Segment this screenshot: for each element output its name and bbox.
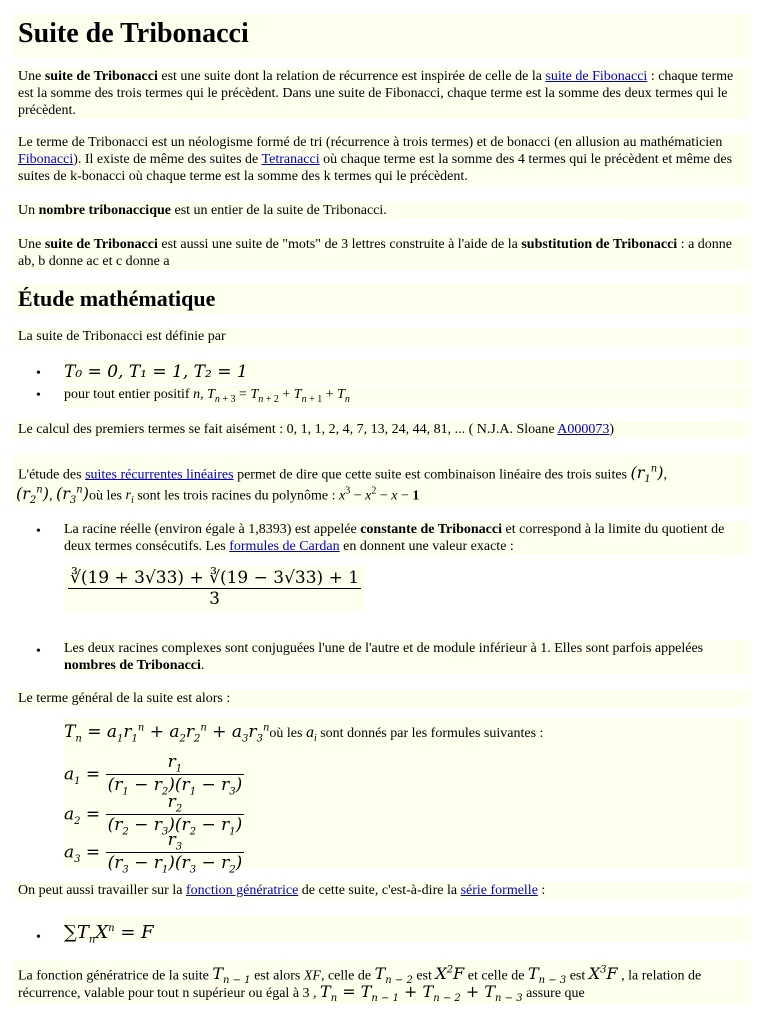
- page-title: Suite de Tribonacci: [12, 14, 750, 58]
- link-fonction-generatrice[interactable]: fonction génératrice: [185, 883, 299, 898]
- bullet-series-formula: $\sum T_nX^n = F$: [64, 916, 750, 942]
- definition-text: La suite de Tribonacci est définie par: [12, 328, 750, 345]
- link-fibonacci[interactable]: Fibonacci: [18, 152, 74, 167]
- bullet-complex-roots: Les deux racines complexes sont conjuguées l'une de l'autre et de module inférieur à 1. Elles sont parfois appelées nombres de Tribonacci.: [64, 640, 750, 674]
- link-suites-recurrentes[interactable]: suites récurrentes linéaires: [85, 467, 234, 483]
- link-serie-formelle[interactable]: série formelle: [460, 883, 538, 898]
- last-paragraph: La fonction génératrice de la suite $T_{n - 1}$ est alors XF, celle de $T_{n - 2}$ est $X^2F$ et celle de $T_{n - 3}$ est $X^3F$ , la relation de récurrence, valable pour tout n supérieur ou égal à 3 , $T_n = T_{n - 1} + T_{n - 2} + T_{n - 3}$ assure que: [12, 960, 750, 1004]
- linear-recurrence-paragraph: L'étude des suites récurrentes linéaires permet de dire que cette suite est combinaison linéaire des trois suites $(r_1^n)$, $(r_2^n)$, $(r_3^n)où$ les $r_i$ sont les trois racines du polynôme : $x^3 - x^2 - x - 1$: [12, 455, 750, 505]
- generating-function-paragraph: On peut aussi travailler sur la fonction génératrice de cette suite, c'est-à-dire la série formelle :: [12, 882, 750, 899]
- link-a000073[interactable]: A000073: [557, 422, 610, 437]
- bullet-dot: •: [36, 524, 41, 539]
- bullet-dot: •: [36, 366, 41, 381]
- intro-paragraph-1: Une suite de Tribonacci est une suite dont la relation de récurrence est inspirée de celle de la suite de Fibonacci : chaque terme est la somme des trois termes qui le précèdent. Dans une suite de Fibonacci, chaque terme est la somme des deux termes qui le précèdent.: [12, 68, 750, 119]
- first-terms-paragraph: Le calcul des premiers termes se fait aisément : 0, 1, 1, 2, 4, 7, 13, 24, 44, 81, ... ( N.J.A. Sloane A000073): [12, 421, 750, 438]
- link-formules-cardan[interactable]: formules de Cardan: [229, 539, 340, 554]
- link-tetranacci[interactable]: Tetranacci: [261, 152, 320, 167]
- intro-paragraph-3: Un nombre tribonaccique est un entier de la suite de Tribonacci.: [12, 202, 750, 219]
- intro-paragraph-2: Le terme de Tribonacci est un néologisme formé de tri (récurrence à trois termes) et de bonacci (en allusion au mathématicien Fibonacci). Il existe de même des suites de Tetranacci où chaque terme est la somme des 4 termes qui le précèdent et même des suites de k-bonacci où chaque terme est la somme des k termes qui le précèdent.: [12, 134, 750, 185]
- bullet-initial-values: T₀ = 0, T₁ = 1, T₂ = 1: [64, 360, 750, 384]
- bullet-real-root: La racine réelle (environ égale à 1,8393) est appelée constante de Tribonacci et correspond à la limite du quotient de deux termes consécutifs. Les formules de Cardan en donnent une valeur exacte :: [64, 521, 750, 555]
- general-term-formulas: $T_n = a_1r_1^n + a_2r_2^n$ + $a_3r_3^noù$ les $a_i$ sont donnés par les formules suivantes : $a_1$ = $\frac{r_1}{(r_1 - r_2)(r_1 - r_3)}$ $a_2$ = $\frac{r_2}{(r_2 - r_3)(r_2 - r_1)}$ $a_3$ = $\frac{r_3}{(r_3 - r_1)(r_3 - r_2)}$: [64, 718, 750, 868]
- bullet-dot: •: [36, 388, 41, 403]
- general-term-intro: Le terme général de la suite est alors :: [12, 690, 750, 707]
- bullet-dot: •: [36, 644, 41, 659]
- section-heading: Étude mathématique: [12, 284, 750, 314]
- bullet-dot: •: [36, 930, 41, 945]
- bullet-recurrence: pour tout entier positif n, $T_{n + 3} = T_{n + 2} + T_{n + 1} + T_n$: [64, 386, 750, 408]
- intro-paragraph-4: Une suite de Tribonacci est aussi une suite de "mots" de 3 lettres construite à l'aide de la substitution de Tribonacci : a donne ab, b donne ac et c donne a: [12, 236, 750, 270]
- cardan-formula: $\frac{∛(19 + 3√33) + ∛(19 - 3√33) + 1}{3}$: [64, 566, 365, 611]
- link-suite-fibonacci[interactable]: suite de Fibonacci: [545, 69, 648, 84]
